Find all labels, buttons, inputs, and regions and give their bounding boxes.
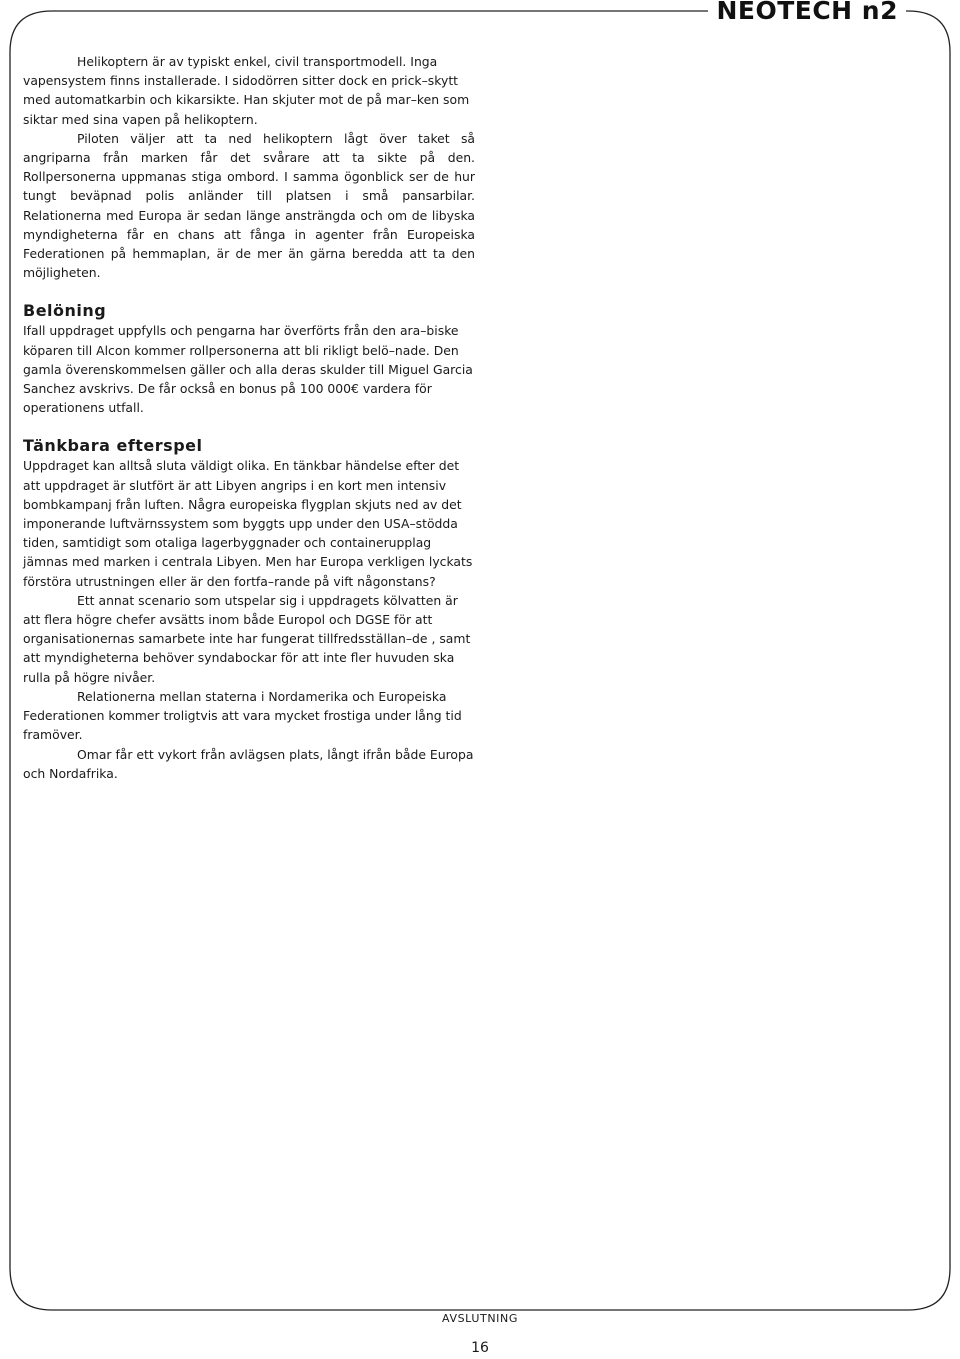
- page-content: [23, 52, 475, 783]
- aftermath-paragraph-3: Relationerna mellan staterna i Nordamerika och Europeiska Federationen kommer troligtvis att vara mycket frostiga under lång tid framöver.: [23, 688, 462, 743]
- reward-heading: Belöning: [23, 301, 107, 321]
- intro-paragraph-2: Piloten väljer att ta ned helikoptern lågt över taket så angriparna från marken får det svårare att ta sikte på den. Rollpersonerna uppmanas stiga ombord. I samma ögonblick ser de hur tungt beväpnad polis anländer till platsen i små pansarbilar. Relationerna med Europa är sedan länge ansträngda och om de libyska myndigheterna får en chans att fånga in agenter från Europeiska Federationen på hemmaplan, är de mer än gärna beredda att ta den möjligheten.: [23, 130, 475, 281]
- reward-paragraph: Ifall uppdraget uppfylls och pengarna har överförts från den ara–biske köparen till Alcon kommer rollpersonerna att bli rikligt belö–nade. Den gamla överenskommelsen gäller och alla deras skulder till Miguel Garcia Sanchez avskrivs. De får också en bonus på 100 000€ vardera för operationens utfall.: [23, 323, 473, 416]
- page-number: 16: [471, 1340, 489, 1356]
- publication-title: NEOTECH n2: [708, 0, 906, 28]
- section-label: AVSLUTNING: [442, 1312, 518, 1325]
- aftermath-heading: Tänkbara efterspel: [23, 436, 203, 456]
- aftermath-paragraph-4: Omar får ett vykort från avlägsen plats, långt ifrån både Europa och Nordafrika.: [23, 746, 474, 781]
- aftermath-paragraph-1: Uppdraget kan alltså sluta väldigt olika. En tänkbar händelse efter det att uppdraget är slutfört är att Libyen angrips i en kort men intensiv bombkampanj från luften. Några europeiska flygplan skjuts ned av det imponerande luftvärnssystem som byggts upp under den USA–stödda tiden, samtidigt som otaliga lagerbyggnader och containerupplag jämnas med marken i centrala Libyen. Men har Europa verkligen lyckats förstöra utrustningen eller är den fortfa–rande på vift någonstans?: [23, 458, 473, 589]
- aftermath-paragraph-2: Ett annat scenario som utspelar sig i uppdragets kölvatten är att flera högre chefer avsätts inom både Europol och DGSE för att organisationernas samarbete inte har fungerat tillfredsställan–de , samt att myndigheterna behöver syndabockar för att inte fler huvuden ska rulla på högre nivåer.: [23, 592, 471, 685]
- intro-paragraph-1: Helikoptern är av typiskt enkel, civil transportmodell. Inga vapensystem finns installerade. I sidodörren sitter dock en prick–skytt med automatkarbin och kikarsikte. Han skjuter mot de på mar–ken som siktar med sina vapen på helikoptern.: [23, 54, 470, 127]
